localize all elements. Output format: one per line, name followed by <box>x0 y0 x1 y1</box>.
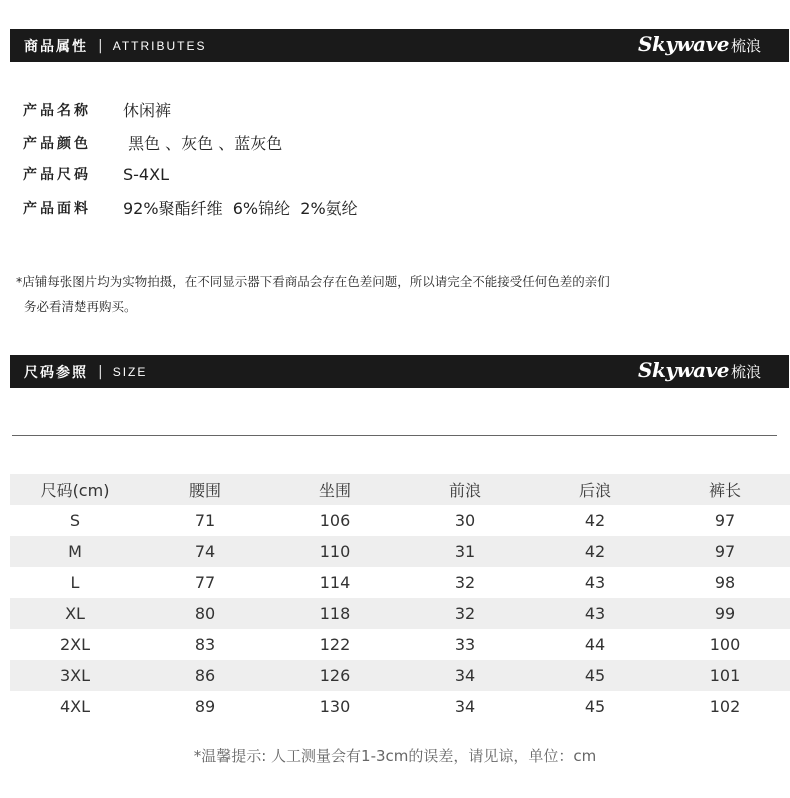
table-row <box>10 505 790 536</box>
table-cell: 80 <box>140 598 270 629</box>
table-row <box>10 629 790 660</box>
color-notice-line2: 务必看清楚再购买。 <box>24 299 137 314</box>
table-cell: 98 <box>714 573 736 592</box>
column-header-hip: 坐围 <box>270 474 400 505</box>
attributes-header-bar <box>10 29 789 62</box>
table-cell: 3XL <box>10 660 140 691</box>
attribute-row-name <box>23 98 171 121</box>
brand-name-en: Skywave <box>638 32 729 56</box>
table-cell: 32 <box>400 598 530 629</box>
table-cell: 89 <box>194 697 216 716</box>
table-cell: 71 <box>194 511 216 530</box>
attribute-label: 产品颜色 <box>23 135 91 152</box>
table-cell: 33 <box>454 635 476 654</box>
table-cell: 74 <box>140 536 270 567</box>
table-row <box>10 660 790 691</box>
attribute-value: S-4XL <box>123 164 169 184</box>
size-subtitle: SIZE <box>112 364 148 379</box>
table-row <box>10 567 790 598</box>
attribute-label: 产品面料 <box>23 200 91 217</box>
size-separator: | <box>98 363 103 380</box>
measurement-disclaimer: *温馨提示: 人工测量会有1-3cm的误差，请见谅，单位：cm <box>193 747 597 765</box>
table-cell: 100 <box>709 635 741 654</box>
column-header-length: 裤长 <box>660 474 790 505</box>
table-cell: 45 <box>584 697 606 716</box>
column-header-waist: 腰围 <box>140 474 270 505</box>
column-header-size: 尺码(cm) <box>10 474 140 505</box>
table-cell: 118 <box>270 598 400 629</box>
table-cell: 114 <box>319 573 351 592</box>
size-header-bar <box>10 355 789 388</box>
table-cell: 97 <box>714 511 736 530</box>
table-cell: 130 <box>319 697 351 716</box>
table-cell: 42 <box>584 511 606 530</box>
size-title: 尺码参照 <box>24 364 88 381</box>
table-cell: 31 <box>400 536 530 567</box>
table-row <box>10 598 790 629</box>
divider-line <box>12 435 777 436</box>
attribute-row-size <box>23 164 169 184</box>
table-header-row <box>10 474 790 505</box>
brand-name-cn: 梳浪 <box>730 363 761 381</box>
attribute-label: 产品名称 <box>23 102 91 119</box>
attributes-separator: | <box>98 37 103 54</box>
table-cell: 86 <box>140 660 270 691</box>
brand-name-cn: 梳浪 <box>730 37 761 55</box>
table-cell: 2XL <box>59 635 91 654</box>
table-cell: 83 <box>194 635 216 654</box>
table-cell: XL <box>10 598 140 629</box>
table-cell: 102 <box>709 697 741 716</box>
size-chart-table <box>10 474 790 722</box>
table-cell: S <box>69 511 81 530</box>
attribute-value: 休闲裤 <box>123 101 172 120</box>
table-cell: 32 <box>454 573 476 592</box>
table-cell: 45 <box>530 660 660 691</box>
attribute-label: 产品尺码 <box>23 167 91 183</box>
table-cell: 30 <box>454 511 476 530</box>
attribute-value: 92%聚酯纤维 6%锦纶 2%氨纶 <box>123 199 358 218</box>
table-cell: 77 <box>194 573 216 592</box>
table-cell: 44 <box>584 635 606 654</box>
brand-logo <box>638 358 761 382</box>
column-header-back-rise: 后浪 <box>530 474 660 505</box>
table-cell: 42 <box>530 536 660 567</box>
attribute-row-fabric <box>23 196 358 219</box>
attribute-value: 黑色 、灰色 、蓝灰色 <box>123 134 283 153</box>
table-cell: L <box>70 573 80 592</box>
table-cell: 122 <box>319 635 351 654</box>
table-cell: 101 <box>660 660 790 691</box>
attribute-row-color <box>23 131 282 154</box>
table-cell: 34 <box>400 660 530 691</box>
column-header-front-rise: 前浪 <box>400 474 530 505</box>
table-cell: M <box>10 536 140 567</box>
attributes-subtitle: ATTRIBUTES <box>112 38 207 53</box>
table-cell: 99 <box>660 598 790 629</box>
table-row <box>10 691 790 722</box>
table-cell: 106 <box>319 511 351 530</box>
table-cell: 43 <box>584 573 606 592</box>
table-cell: 97 <box>660 536 790 567</box>
table-cell: 126 <box>270 660 400 691</box>
table-cell: 4XL <box>59 697 91 716</box>
table-cell: 110 <box>270 536 400 567</box>
brand-name-en: Skywave <box>638 358 729 382</box>
color-notice-line1: *店铺每张图片均为实物拍摄，在不同显示器下看商品会存在色差问题，所以请完全不能接受任何色差的亲们 <box>16 274 610 289</box>
brand-logo <box>638 32 761 56</box>
attributes-title: 商品属性 <box>24 38 88 55</box>
table-row <box>10 536 790 567</box>
table-cell: 34 <box>454 697 476 716</box>
table-cell: 43 <box>530 598 660 629</box>
